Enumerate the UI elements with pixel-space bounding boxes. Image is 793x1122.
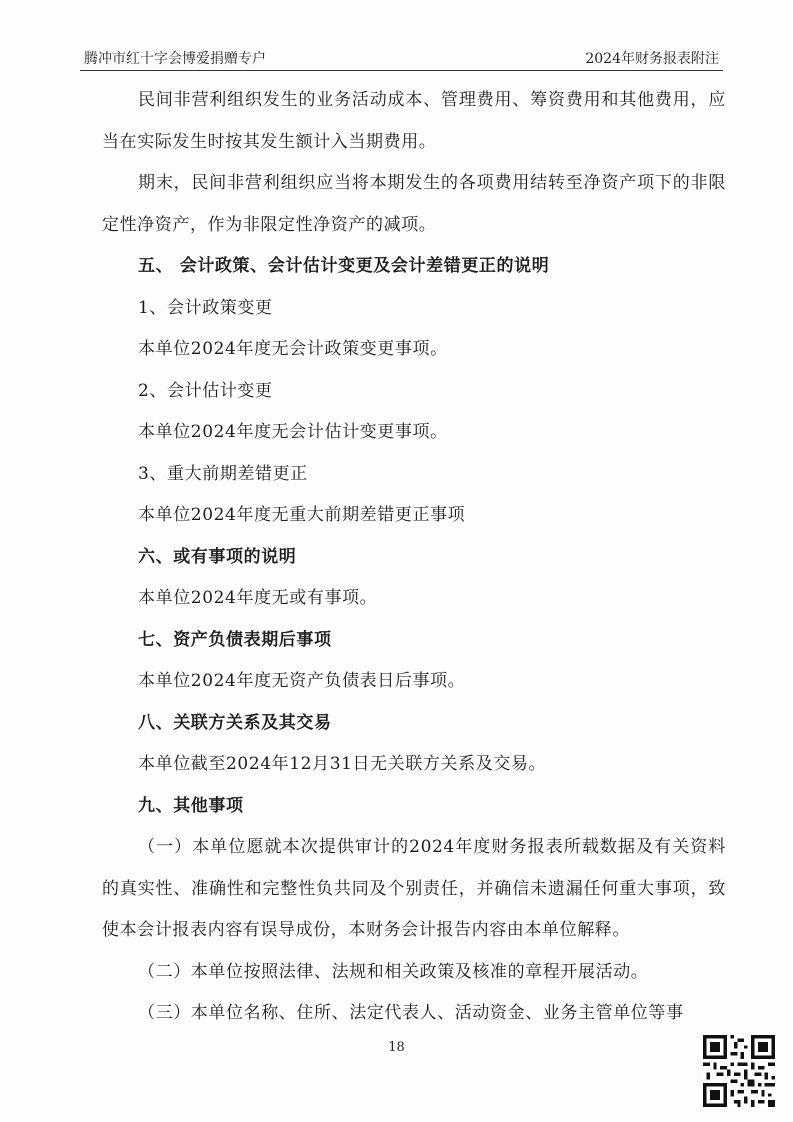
paragraph-expense-recognition: 民间非营利组织发生的业务活动成本、管理费用、筹资费用和其他费用，应当在实际发生时按其发生额计入当期费用。 [102, 90, 726, 152]
section-heading-7: 七、资产负债表期后事项 [138, 629, 332, 650]
subsection-accounting-estimate-text: 本单位2024年度无会计估计变更事项。 [138, 422, 448, 442]
header-divider [80, 70, 723, 71]
other-item-3: （三）本单位名称、住所、法定代表人、活动资金、业务主管单位等事 [138, 1003, 684, 1023]
subsection-accounting-policy: 1、会计政策变更 [138, 297, 273, 318]
other-item-2: （二）本单位按照法律、法规和相关政策及核准的章程开展活动。 [138, 961, 649, 982]
subsection-accounting-policy-text: 本单位2024年度无会计政策变更事项。 [138, 339, 448, 359]
paragraph-period-end-transfer: 期末，民间非营利组织应当将本期发生的各项费用结转至净资产项下的非限定性净资产，作为非限定性净资产的减项。 [102, 173, 726, 235]
section-heading-5: 五、 会计政策、会计估计变更及会计差错更正的说明 [138, 256, 550, 276]
section-7-text: 本单位2024年度无资产负债表日后事项。 [138, 671, 466, 691]
header-report-title: 2024年财务报表附注 [585, 51, 719, 67]
page-number: 18 [388, 1040, 405, 1055]
subsection-prior-period-error-text: 本单位2024年度无重大前期差错更正事项 [138, 505, 466, 525]
qr-code-icon [703, 1035, 775, 1107]
document-body [102, 80, 726, 1035]
subsection-accounting-estimate: 2、会计估计变更 [138, 380, 273, 401]
page-header [80, 48, 723, 72]
section-6-text: 本单位2024年度无或有事项。 [138, 588, 378, 608]
section-heading-8: 八、关联方关系及其交易 [138, 712, 332, 733]
section-heading-9: 九、其他事项 [138, 795, 244, 816]
other-item-1: （一）本单位愿就本次提供审计的2024年度财务报表所载数据及有关资料的真实性、准确性和完整性负共同及个别责任，并确信未遗漏任何重大事项，致使本会计报表内容有误导成份，本财务会计报告内容由本单位解释。 [102, 837, 726, 940]
header-organization: 腾冲市红十字会博爱捐赠专户 [84, 51, 266, 67]
section-8-text: 本单位截至2024年12月31日无关联方关系及交易。 [138, 754, 547, 774]
subsection-prior-period-error: 3、重大前期差错更正 [138, 463, 308, 484]
section-heading-6: 六、或有事项的说明 [138, 546, 297, 567]
